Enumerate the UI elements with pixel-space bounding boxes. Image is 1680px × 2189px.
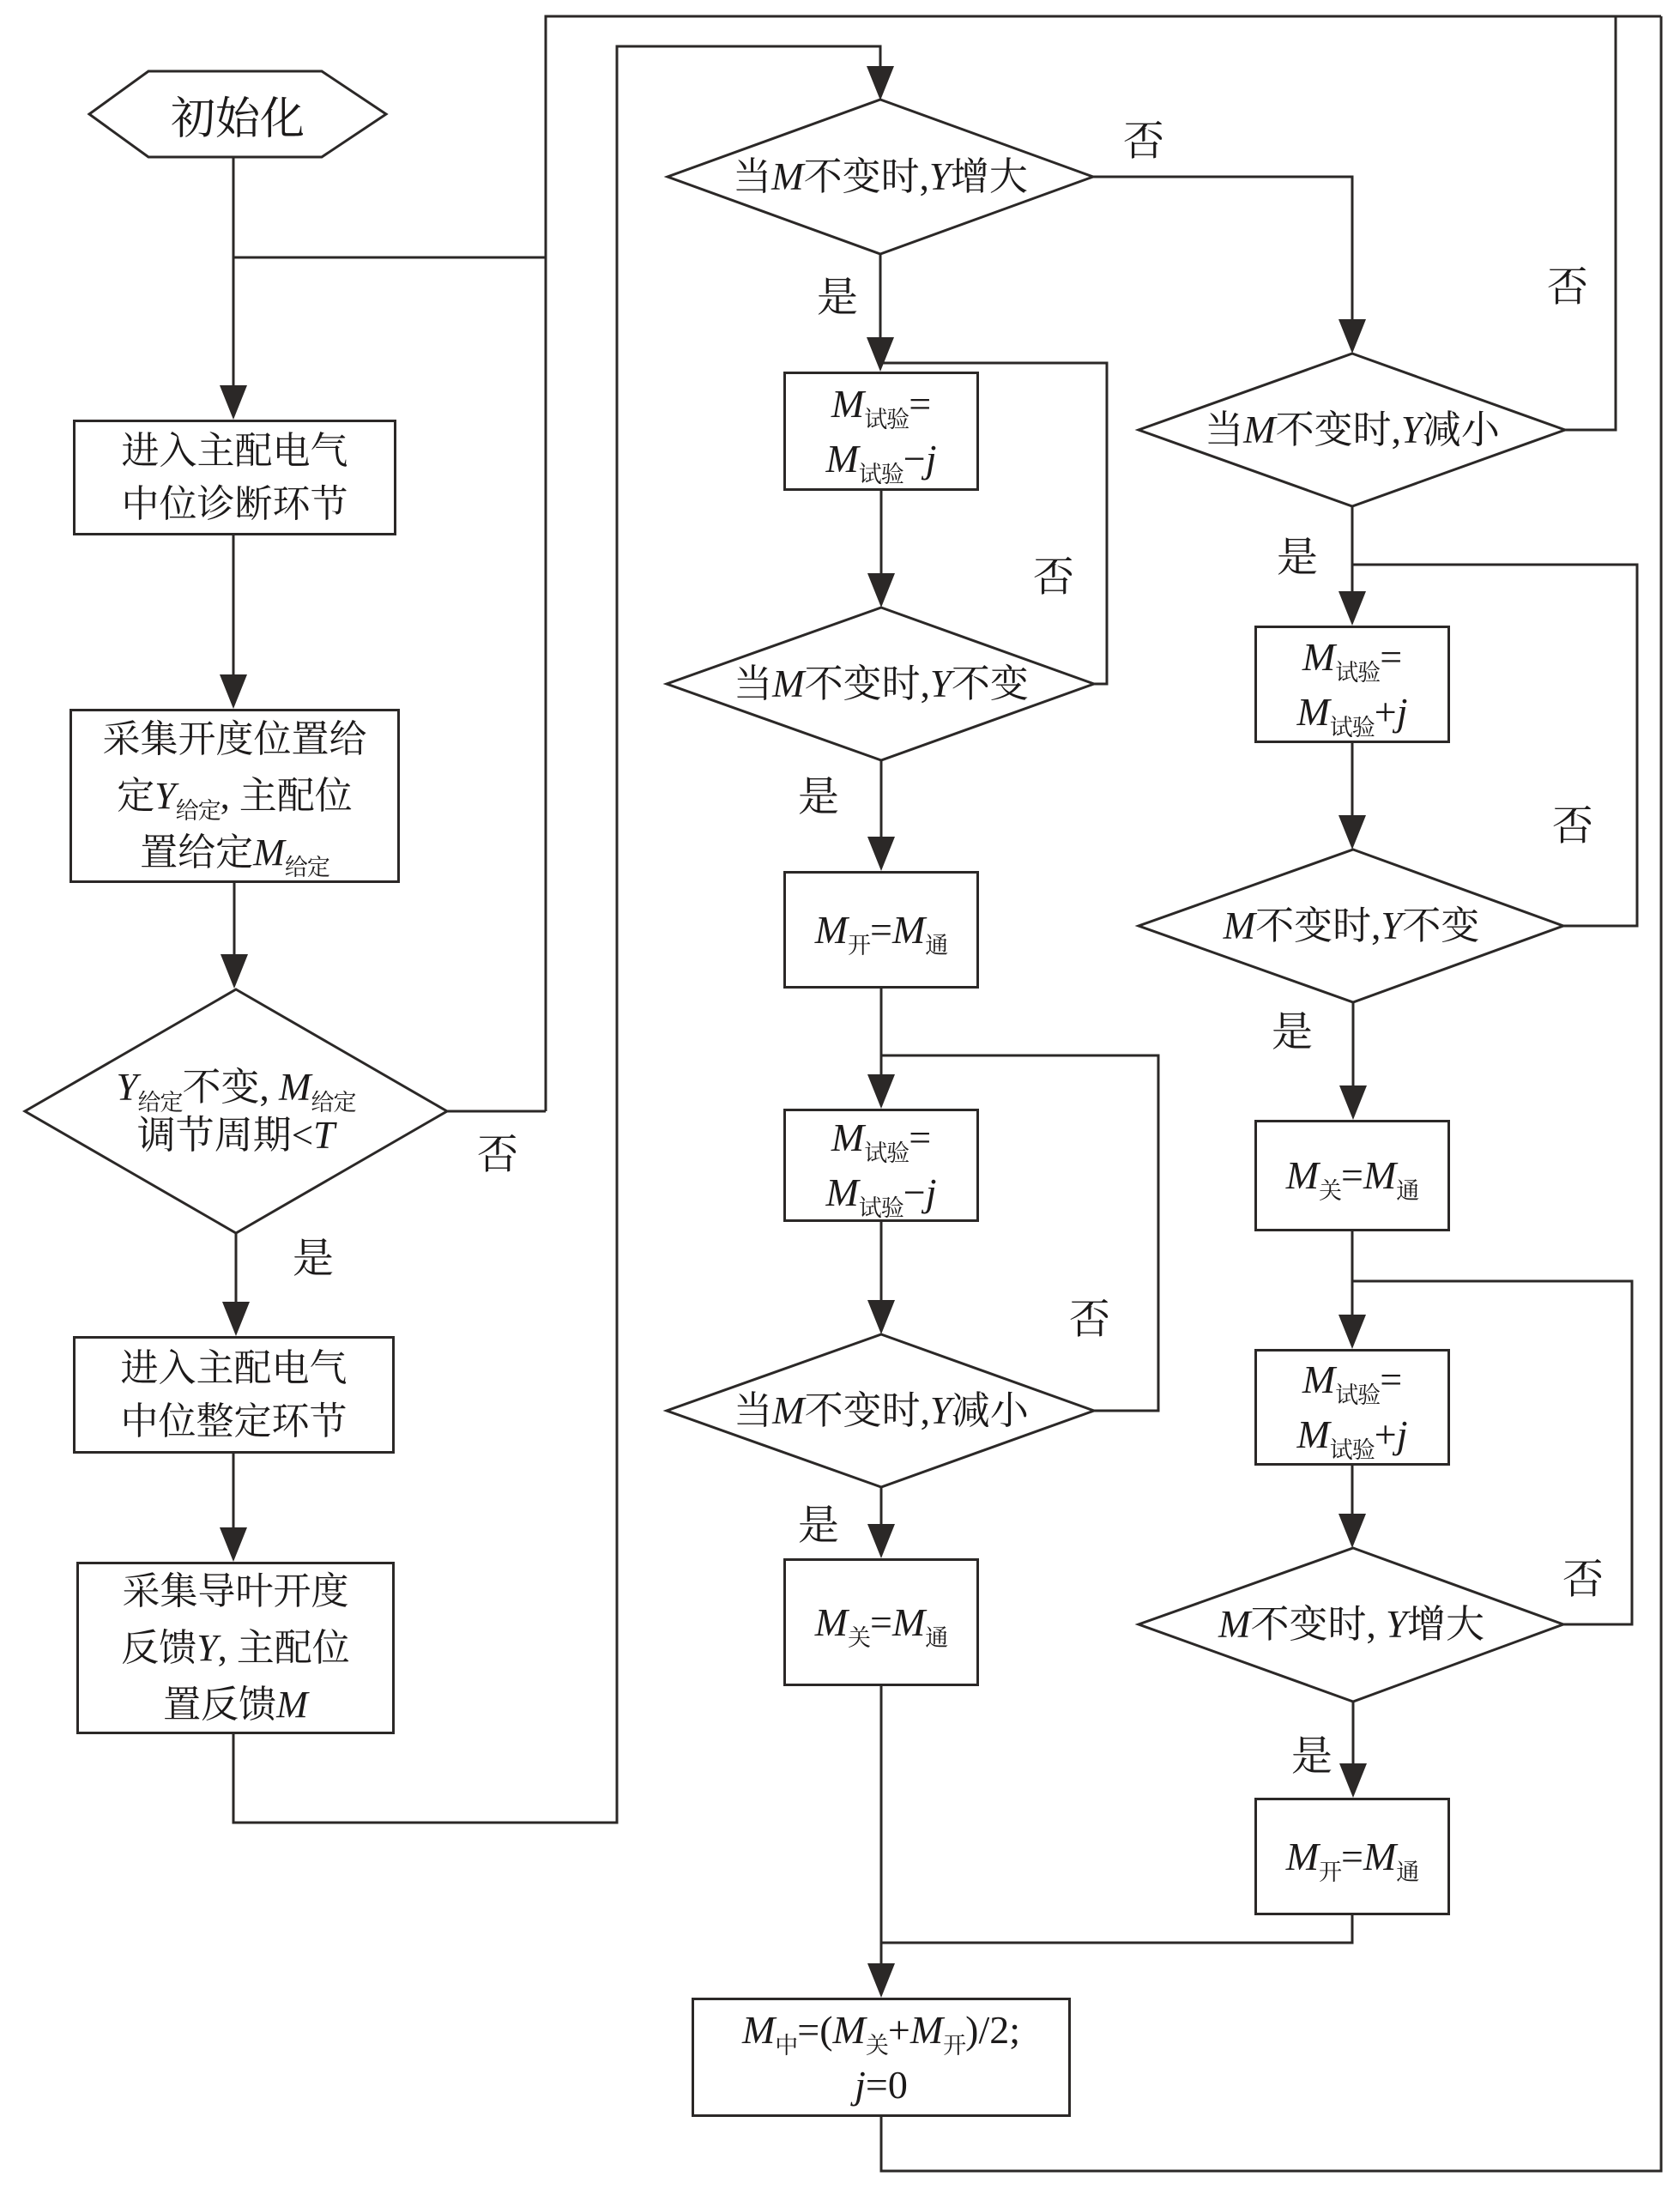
label-no-m-shrink: 否 bbox=[1068, 1297, 1111, 1343]
text-line: 中位诊断环节 bbox=[121, 482, 348, 525]
text-line: 当M不变时,Y减小 bbox=[734, 1389, 1029, 1432]
label-yes-r-same: 是 bbox=[1271, 1009, 1314, 1055]
text-line: 采集导叶开度 bbox=[122, 1569, 349, 1612]
node-collect-given bbox=[69, 709, 400, 883]
text-line: 进入主配电气 bbox=[120, 1346, 347, 1389]
text-line: $M_{试验}-j$ bbox=[825, 1170, 937, 1221]
node-r-trial-plus-1 bbox=[1254, 626, 1450, 743]
arrowhead bbox=[1339, 1315, 1366, 1349]
node-collect-feedback bbox=[76, 1562, 395, 1734]
text-line: 反馈Y, 主配位 bbox=[121, 1626, 350, 1669]
arrowhead bbox=[220, 674, 247, 709]
arrowhead bbox=[220, 1527, 247, 1562]
arrowhead bbox=[867, 1300, 895, 1334]
arrowhead bbox=[1339, 1763, 1367, 1798]
text-line: 当M不变时,Y减小 bbox=[1205, 408, 1500, 451]
text-line: $M_开=M_通$ bbox=[1285, 1834, 1419, 1885]
text-line: $Y_{给定}$不变, $M_{给定}$ bbox=[116, 1066, 356, 1116]
label-yes-m-shrink: 是 bbox=[797, 1503, 840, 1549]
edge-r-same-no-loop bbox=[1352, 565, 1637, 926]
node-diamond-r-grow bbox=[1147, 1600, 1556, 1648]
label-yes-r-shrink: 是 bbox=[1276, 535, 1319, 581]
init-label: 初始化 bbox=[170, 94, 305, 144]
arrowhead bbox=[867, 66, 894, 100]
node-m-open-assign bbox=[783, 871, 979, 989]
arrowhead bbox=[867, 1963, 895, 1998]
text-line: $M_关=M_通$ bbox=[814, 1599, 948, 1651]
label-no-given: 否 bbox=[476, 1132, 519, 1178]
text-line: 置给定$M_{给定}$ bbox=[140, 831, 329, 880]
label-yes-r-grow: 是 bbox=[1290, 1733, 1333, 1780]
node-diamond-r-shrink bbox=[1148, 406, 1556, 454]
node-r-trial-plus-2 bbox=[1254, 1349, 1450, 1466]
arrowhead bbox=[1339, 1085, 1367, 1120]
node-diamond-m-same bbox=[677, 660, 1085, 708]
label-no-r-grow: 否 bbox=[1562, 1557, 1604, 1603]
text-line: $M_{试验}=$ bbox=[1302, 1358, 1403, 1408]
label-yes-m-grow: 是 bbox=[816, 275, 859, 321]
text-line: $M_{试验}=$ bbox=[831, 381, 932, 432]
node-diamond-m-shrink bbox=[677, 1387, 1085, 1435]
text-line: M不变时,Y不变 bbox=[1223, 904, 1480, 947]
text-line: $M_{试验}=$ bbox=[831, 1116, 932, 1166]
label-yes-given: 是 bbox=[292, 1236, 335, 1282]
node-final-midpoint bbox=[692, 1998, 1071, 2117]
arrowhead bbox=[867, 573, 895, 608]
text-line: 置反馈M bbox=[163, 1683, 308, 1726]
text-line: 调节周期<T bbox=[136, 1114, 335, 1157]
arrowhead bbox=[222, 1302, 250, 1336]
text-line: $M_{试验}=$ bbox=[1302, 634, 1403, 686]
node-init bbox=[89, 71, 386, 157]
node-m-close-assign bbox=[783, 1558, 979, 1686]
node-m-trial-minus-2 bbox=[783, 1109, 979, 1222]
arrowhead bbox=[867, 837, 895, 871]
label-yes-m-same: 是 bbox=[797, 774, 840, 820]
arrowhead bbox=[867, 1074, 895, 1109]
label-no-r-shrink: 否 bbox=[1546, 264, 1589, 311]
text-line: $M_{试验}-j$ bbox=[825, 436, 937, 487]
node-m-trial-minus-1 bbox=[783, 372, 979, 491]
arrowhead bbox=[1339, 815, 1366, 850]
text-line: 中位整定环节 bbox=[120, 1400, 347, 1442]
node-enter-diagnosis bbox=[73, 420, 396, 535]
text-line: 进入主配电气 bbox=[121, 429, 348, 472]
arrowhead bbox=[1339, 1514, 1366, 1548]
label-no-m-same: 否 bbox=[1032, 554, 1075, 601]
arrowhead bbox=[867, 337, 894, 372]
edge-m-grow-no bbox=[1093, 177, 1352, 321]
text-line: 当M不变时,Y增大 bbox=[733, 155, 1028, 198]
label-no-m-grow: 否 bbox=[1122, 118, 1165, 165]
node-r-open-assign bbox=[1254, 1798, 1450, 1915]
arrowhead bbox=[221, 954, 248, 989]
text-line: $M_关=M_通$ bbox=[1285, 1153, 1419, 1204]
text-line: $M_开=M_通$ bbox=[814, 907, 948, 958]
arrowhead bbox=[867, 1524, 895, 1558]
edge-right-merge bbox=[881, 1915, 1352, 1943]
arrowhead bbox=[220, 385, 247, 420]
text-line: $M_{试验}+j$ bbox=[1296, 1412, 1408, 1463]
text-line: $M_中=(M_关+M_开)/2$; bbox=[741, 2007, 1021, 2059]
text-line: 当M不变时,Y不变 bbox=[734, 662, 1029, 705]
node-enter-setting bbox=[73, 1336, 395, 1454]
node-diamond-m-grow bbox=[676, 153, 1085, 201]
text-line: 采集开度位置给 bbox=[102, 717, 367, 760]
text-line: $M_{试验}+j$ bbox=[1296, 689, 1408, 741]
node-diamond-given-stable bbox=[47, 1049, 425, 1173]
text-line: j=0 bbox=[855, 2062, 908, 2107]
node-r-close-assign bbox=[1254, 1120, 1450, 1231]
arrowhead bbox=[1339, 319, 1366, 354]
node-diamond-r-same bbox=[1147, 902, 1556, 950]
edge-r-shrink-no bbox=[1565, 16, 1616, 430]
label-no-r-same: 否 bbox=[1551, 803, 1594, 850]
text-line: M不变时, Y增大 bbox=[1218, 1603, 1485, 1646]
arrowhead bbox=[1339, 591, 1366, 626]
text-line: 定$Y_{给定}$, 主配位 bbox=[117, 774, 353, 824]
